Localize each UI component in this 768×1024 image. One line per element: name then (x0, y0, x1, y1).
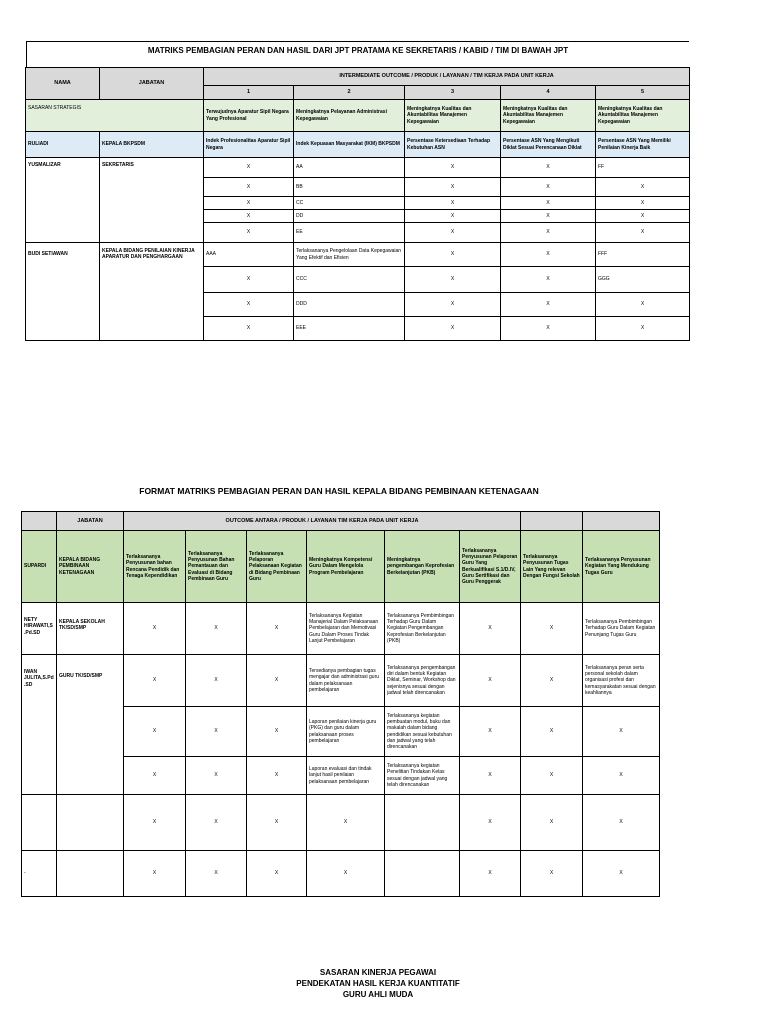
outcome-cell: Terlaksananya Penyusunan bahan Rencana Pendidik dan Tenaga Kependidikan (124, 531, 186, 603)
matrix-cell: X (405, 267, 501, 293)
matrix-cell: Terlaksananya kegiatan pembuatan modul, buku dan makalah dalam bidang pendidikan sesuai kebutuhan dan jadwal yang telah direncanakan (385, 707, 460, 757)
col-number: 1 (204, 86, 294, 100)
matrix-cell: X (405, 158, 501, 178)
matrix-cell: X (460, 655, 521, 707)
matrix-cell: CCC (294, 267, 405, 293)
matrix-cell: X (186, 851, 247, 897)
matrix-cell: X (247, 851, 307, 897)
header-outcome: OUTCOME ANTARA / PRODUK / LAYANAN TIM KERJA PADA UNIT KERJA (124, 512, 521, 531)
matrix-cell: X (583, 757, 660, 795)
matrix-cell: Terlaksananya kegiatan Penelitian Tindakan Kelas sesuai dengan jadwal yang telah direncanakan (385, 757, 460, 795)
matrix-table-jpt (25, 67, 690, 341)
skp-heading (0, 967, 756, 1000)
head-jabatan: KEPALA BIDANG PEMBINAAN KETENAGAAN (57, 531, 124, 603)
row-jabatan (57, 795, 124, 851)
matrix-cell: X (186, 655, 247, 707)
matrix-cell: X (501, 317, 596, 341)
matrix-cell: X (247, 757, 307, 795)
outcome-cell: Meningkatnya pengembangan Keprofesian Berkelanjutan (PKB) (385, 531, 460, 603)
matrix-cell: X (204, 267, 294, 293)
matrix-cell: X (405, 243, 501, 267)
matrix-cell: X (186, 795, 247, 851)
matrix-cell: X (124, 655, 186, 707)
col-number: 2 (294, 86, 405, 100)
kepala-jabatan: KEPALA BKPSDM (100, 132, 204, 158)
sasaran-cell: Meningkatnya Kualitas dan Akuntabilitas Manajemen Kepegawaian (405, 100, 501, 132)
matrix-cell: DDD (294, 293, 405, 317)
outcome-cell: Terlaksananya Penyusunan Pelaporan Guru Yang Berkualifikasi S.1/D.IV, Guru Sertifikasi dan Guru Penggerak (460, 531, 521, 603)
matrix-cell: EEE (294, 317, 405, 341)
matrix-cell: X (501, 243, 596, 267)
skp-heading-line: GURU AHLI MUDA (342, 990, 414, 999)
matrix-cell: X (501, 293, 596, 317)
row-jabatan: KEPALA SEKOLAH TK/SD/SMP (57, 603, 124, 655)
matrix-cell: X (124, 603, 186, 655)
row-nama (22, 795, 57, 851)
matrix-cell: Terlaksananya pengembangan diri dalam bentuk Kegiatan Diklat, Seminar, Workshop dan sejenisnya sesuai dengan jadwal telah direncanakan (385, 655, 460, 707)
matrix-cell: X (521, 851, 583, 897)
matrix-cell: X (186, 757, 247, 795)
matrix-cell: X (124, 707, 186, 757)
matrix-cell: FFF (596, 243, 690, 267)
matrix-cell: X (405, 317, 501, 341)
matrix-cell: X (247, 655, 307, 707)
matrix-cell: CC (294, 197, 405, 210)
matrix-cell: X (521, 655, 583, 707)
matrix-cell: X (596, 210, 690, 223)
matrix-cell (385, 851, 460, 897)
matrix-cell: Terlaksananya Pengelolaan Data Kepegawaian Yang Efektif dan Efisien (294, 243, 405, 267)
col-number: 5 (596, 86, 690, 100)
matrix-cell: X (596, 223, 690, 243)
matrix-cell: X (204, 223, 294, 243)
matrix-cell: X (460, 851, 521, 897)
matrix-cell: X (307, 795, 385, 851)
indikator-cell: Persentase ASN Yang Mengikuti Diklat Sesuai Perencanaan Diklat (501, 132, 596, 158)
header-outcome: INTERMEDIATE OUTCOME / PRODUK / LAYANAN / TIM KERJA PADA UNIT KERJA (204, 68, 690, 86)
matrix-cell: X (204, 178, 294, 197)
header-jabatan: JABATAN (57, 512, 124, 531)
outcome-cell: Terlaksananya Penyusunan Kegiatan Yang Mendukung Tugas Guru (583, 531, 660, 603)
matrix-cell: X (583, 707, 660, 757)
matrix-cell: BB (294, 178, 405, 197)
matrix-cell: Terlaksananya Pembimbingan Terhadap Guru Dalam Kegiatan Penunjang Tugas Guru (583, 603, 660, 655)
matrix-cell: Laporan penilaian kinerja guru (PKG) dan guru dalam pelaksanaan proses pembelajaran (307, 707, 385, 757)
matrix-cell: Laporan evaluasi dan tindak lanjut hasil penilaian pelaksanaan pembelajaran (307, 757, 385, 795)
matrix-cell: X (521, 757, 583, 795)
matrix-cell: X (460, 757, 521, 795)
matrix-cell: X (583, 795, 660, 851)
matrix-cell: X (124, 795, 186, 851)
matrix-cell: X (405, 223, 501, 243)
matrix-cell: X (204, 158, 294, 178)
matrix-cell: X (124, 757, 186, 795)
matrix-cell: X (204, 317, 294, 341)
matrix-cell: X (204, 293, 294, 317)
matrix-cell: X (460, 603, 521, 655)
outcome-cell: Meningkatnya Kompetensi Guru Dalam Mengelola Program Pembelajaran (307, 531, 385, 603)
matrix-cell: EE (294, 223, 405, 243)
sasaran-cell: Meningkatnya Kualitas dan Akuntabilitas Manajemen Kepegawaian (501, 100, 596, 132)
sasaran-cell: Terwujudnya Aparatur Sipil Negara Yang Profesional (204, 100, 294, 132)
matrix-cell: Terlaksananya Kegiatan Manajerial Dalam Pelaksanaan Pembelajaran dan Memotivasi Guru Dalam Proses Tindak Lanjut Pembelajaran (307, 603, 385, 655)
matrix-cell: X (405, 178, 501, 197)
matrix-cell: X (405, 197, 501, 210)
matrix-cell: AA (294, 158, 405, 178)
indikator-cell: Indek Profesionalitas Aparatur Sipil Negara (204, 132, 294, 158)
row-nama: NETY HIRAWATI,S.Pd.SD (22, 603, 57, 655)
header-blank (22, 512, 57, 531)
matrix-cell: X (596, 293, 690, 317)
matrix-cell: X (307, 851, 385, 897)
matrix-cell: X (186, 603, 247, 655)
matrix-cell: X (460, 795, 521, 851)
matrix-cell: X (124, 851, 186, 897)
row-jabatan (57, 851, 124, 897)
header-blank (583, 512, 660, 531)
row-nama: - (22, 851, 57, 897)
header-blank (521, 512, 583, 531)
matrix-cell: X (204, 197, 294, 210)
header-nama: NAMA (26, 68, 100, 100)
matrix-cell: X (583, 851, 660, 897)
format-matrix-title: FORMAT MATRIKS PEMBAGIAN PERAN DAN HASIL KEPALA BIDANG PEMBINAAN KETENAGAAN (139, 486, 539, 496)
matrix-cell: X (247, 795, 307, 851)
header-jabatan: JABATAN (100, 68, 204, 100)
col-number: 3 (405, 86, 501, 100)
matrix-cell: Terlaksananya Pembimbingan Terhadap Guru Dalam Kegiatan Pengembangan Keprofesian Berkelanjutan (PKB) (385, 603, 460, 655)
matrix-cell: X (596, 317, 690, 341)
kabid-jabatan: KEPALA BIDANG PENILAIAN KINERJA APARATUR DAN PENGHARGAAN (100, 243, 204, 341)
kepala-nama: RULIADI (26, 132, 100, 158)
matrix-cell: X (247, 707, 307, 757)
outcome-cell: Terlaksananya Penyusunan Bahan Pemantauan dan Evaluasi di Bidang Pembinaan Guru (186, 531, 247, 603)
matrix-cell: X (501, 267, 596, 293)
matrix-cell: X (596, 197, 690, 210)
skp-heading-line: PENDEKATAN HASIL KERJA KUANTITATIF (296, 979, 460, 988)
col-number: 4 (501, 86, 596, 100)
outcome-cell: Terlaksananya Pelaporan Pelaksanaan Kegiatan di Bidang Pembinaan Guru (247, 531, 307, 603)
outcome-cell: Terlaksananya Penyusunan Tugas Lain Yang relevan Dengan Fungsi Sekolah (521, 531, 583, 603)
sekretaris-jabatan: SEKRETARIS (100, 158, 204, 243)
indikator-cell: Persentase Ketersediaan Terhadap Kebutuhan ASN (405, 132, 501, 158)
sekretaris-nama: YUSMALIZAR (26, 158, 100, 243)
matrix-cell: GGG (596, 267, 690, 293)
matrix-cell (385, 795, 460, 851)
matrix-cell: X (186, 707, 247, 757)
sasaran-cell: Meningkatnya Pelayanan Administrasi Kepegawaian (294, 100, 405, 132)
kabid-nama: BUDI SETIAWAN (26, 243, 100, 341)
sasaran-cell: Meningkatnya Kualitas dan Akuntabilitas Manajemen Kepegawaian (596, 100, 690, 132)
row-nama: IWAN JULITA,S.Pd.SD (22, 655, 57, 795)
matrix-cell: X (405, 210, 501, 223)
matrix-cell: X (596, 178, 690, 197)
row-jabatan: GURU TK/SD/SMP (57, 655, 124, 795)
matrix-cell: X (247, 603, 307, 655)
sasaran-strategis-label: SASARAN STRATEGIS (26, 100, 204, 132)
indikator-cell: Persentase ASN Yang Memiliki Penilaian Kinerja Baik (596, 132, 690, 158)
matrix-cell: X (501, 210, 596, 223)
matrix-cell: X (521, 707, 583, 757)
matrix-cell: DD (294, 210, 405, 223)
matrix-cell: AAA (204, 243, 294, 267)
matrix-cell: X (405, 293, 501, 317)
matrix-cell: X (501, 158, 596, 178)
matrix-cell: Terlaksananya peran serta personal sekolah dalam organisasi profesi dan kemasyarakatan sesuai dengan keahliannya (583, 655, 660, 707)
matrix-cell: X (521, 795, 583, 851)
matrix-title: MATRIKS PEMBAGIAN PERAN DAN HASIL DARI JPT PRATAMA KE SEKRETARIS / KABID / TIM DI BAWAH JPT (26, 41, 689, 68)
matrix-cell: X (501, 197, 596, 210)
matrix-cell: Tersedianya pembagian tugas mengajar dan administrasi guru dalam pelaksanaan pembelajaran (307, 655, 385, 707)
matrix-cell: X (501, 178, 596, 197)
matrix-cell: X (204, 210, 294, 223)
head-nama: SUPARDI (22, 531, 57, 603)
matrix-cell: FF (596, 158, 690, 178)
matrix-cell: X (460, 707, 521, 757)
matrix-table-kabid (21, 511, 660, 897)
matrix-cell: X (521, 603, 583, 655)
skp-heading-line: SASARAN KINERJA PEGAWAI (319, 968, 437, 977)
matrix-cell: X (501, 223, 596, 243)
indikator-cell: Indek Kepuasan Masyarakat (IKM) BKPSDM (294, 132, 405, 158)
